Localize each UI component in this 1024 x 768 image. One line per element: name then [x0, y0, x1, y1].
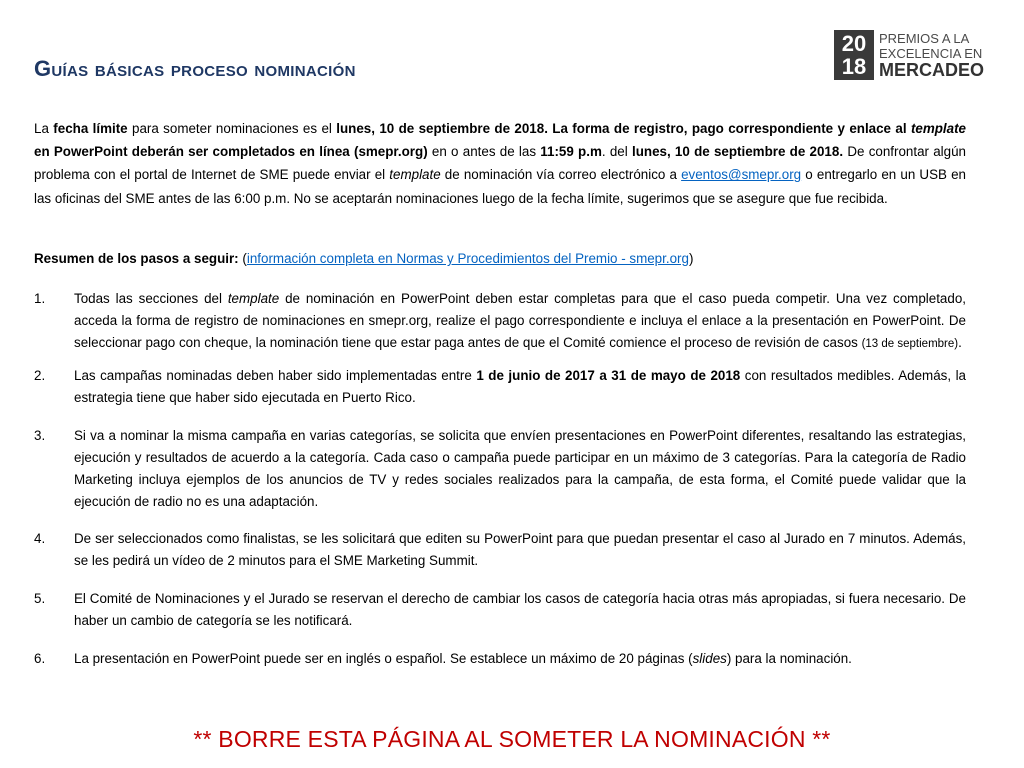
logo-year-top: 20	[841, 31, 867, 56]
intro-text: . del	[601, 144, 632, 160]
logo-text	[879, 31, 984, 80]
intro-bold: lunes, 10 de septiembre de 2018.	[631, 144, 844, 160]
intro-bold: 11:59 p.m	[540, 144, 602, 160]
item-text: El Comité de Nominaciones y el Jurado se reservan el derecho de cambiar los casos de categoría hacia otras más apropiadas, si fuera necesario. De haber un cambio de categoría se les notificará.	[74, 591, 966, 628]
item-number: 6.	[34, 651, 46, 666]
item-text	[74, 365, 966, 409]
list-item	[34, 425, 966, 513]
item-bold: 1 de junio de 2017 a 31 de mayo de 2018	[476, 368, 741, 383]
item-text-part: .	[958, 335, 962, 350]
item-number: 2.	[34, 368, 46, 383]
logo-line-2: EXCELENCIA EN	[879, 45, 983, 61]
item-italic: slides	[692, 651, 727, 666]
list-item	[34, 648, 966, 670]
intro-text: de nominación vía correo electrónico a	[440, 167, 682, 183]
item-text-part: de nominación en PowerPoint deben estar completas para que el caso pueda competir. Una vez completado, acceda la forma de registro de nominaciones en smepr.org, realize el pago correspondiente e incluya el enlace a la presentación en PowerPoint. De seleccionar pago con cheque, la nominación tiene que estar paga antes de que el Comité comience el proceso de revisión de casos	[74, 291, 966, 350]
intro-text: en o antes de las	[427, 144, 541, 160]
intro-bold-italic: template	[910, 121, 967, 136]
intro-italic: template	[389, 167, 441, 183]
logo-line-3: MERCADEO	[879, 59, 985, 80]
item-small-text: (13 de septiembre)	[861, 338, 959, 350]
rules-link[interactable]: información completa en Normas y Procedimientos del Premio - smepr.org	[246, 251, 689, 266]
item-text-part: La presentación en PowerPoint puede ser en inglés o español. Se establece un máximo de 20 páginas (	[74, 651, 693, 666]
item-text: Si va a nominar la misma campaña en varias categorías, se solicita que envíen presentaciones en PowerPoint diferentes, resaltando las estrategias, ejecución y resultados de acuerdo a la categoría. Cada caso o campaña puede participar en un máximo de 3 categorías. Para la categoría de Radio Marketing incluya ejemplos de los anuncios de TV y redes sociales realizados para la campaña, de esta forma, el Comité puede validar que la ejecución de radio no es una adaptación.	[74, 428, 966, 509]
list-item	[34, 288, 966, 355]
intro-text: De confrontar algún problema con el portal de Internet de SME puede enviar el	[34, 144, 966, 183]
item-number: 4.	[34, 531, 46, 546]
intro-paragraph	[34, 117, 966, 210]
intro-bold: fecha límite	[53, 121, 128, 136]
list-item	[34, 588, 966, 632]
premios-logo	[834, 30, 1004, 80]
item-text-part: Las campañas nominadas deben haber sido implementadas entre	[74, 368, 477, 383]
logo-year-bottom: 18	[841, 54, 867, 79]
intro-text: o entregarlo en un USB en las oficinas del SME antes de las 6:00 p.m. No se aceptarán nominaciones luego de la fecha límite, sugerimos que se asegure que fue recibida.	[34, 167, 966, 206]
list-item	[34, 528, 966, 572]
logo-year-block	[834, 30, 874, 80]
intro-bold: lunes, 10 de septiembre de 2018. La forma de registro, pago correspondiente y enlace al	[336, 121, 911, 136]
delete-page-warning: ** BORRE ESTA PÁGINA AL SOMETER LA NOMINACIÓN **	[193, 726, 831, 752]
steps-list	[34, 288, 966, 670]
summary-label: Resumen de los pasos a seguir:	[34, 251, 239, 266]
item-text: De ser seleccionados como finalistas, se les solicitará que editen su PowerPoint para que puedan presentar el caso al Jurado en 7 minutos. Además, se les pedirá un vídeo de 2 minutos para el SME Marketing Summit.	[74, 531, 966, 568]
intro-text: para someter nominaciones es el	[127, 121, 337, 136]
item-text-part: Todas las secciones del	[74, 291, 228, 306]
list-item	[34, 365, 966, 409]
item-text	[74, 648, 966, 670]
email-link[interactable]: eventos@smepr.org	[681, 167, 802, 183]
item-text-part: con resultados medibles. Además, la estrategia tiene que haber sido ejecutada en Puerto Rico.	[74, 368, 966, 405]
summary-line	[34, 249, 966, 269]
item-number: 3.	[34, 428, 46, 443]
intro-text: La	[34, 121, 54, 136]
item-number: 5.	[34, 591, 46, 606]
logo-line-1: PREMIOS A LA	[879, 30, 970, 46]
item-text	[74, 288, 966, 355]
summary-paren: (	[242, 251, 247, 266]
item-text-part: ) para la nominación.	[726, 651, 852, 666]
summary-paren: )	[688, 251, 694, 266]
item-italic: template	[227, 291, 280, 306]
page-title: Guías básicas proceso nominación	[34, 56, 356, 81]
intro-bold: en PowerPoint deberán ser completados en línea (smepr.org)	[34, 144, 428, 160]
item-number: 1.	[34, 291, 46, 306]
